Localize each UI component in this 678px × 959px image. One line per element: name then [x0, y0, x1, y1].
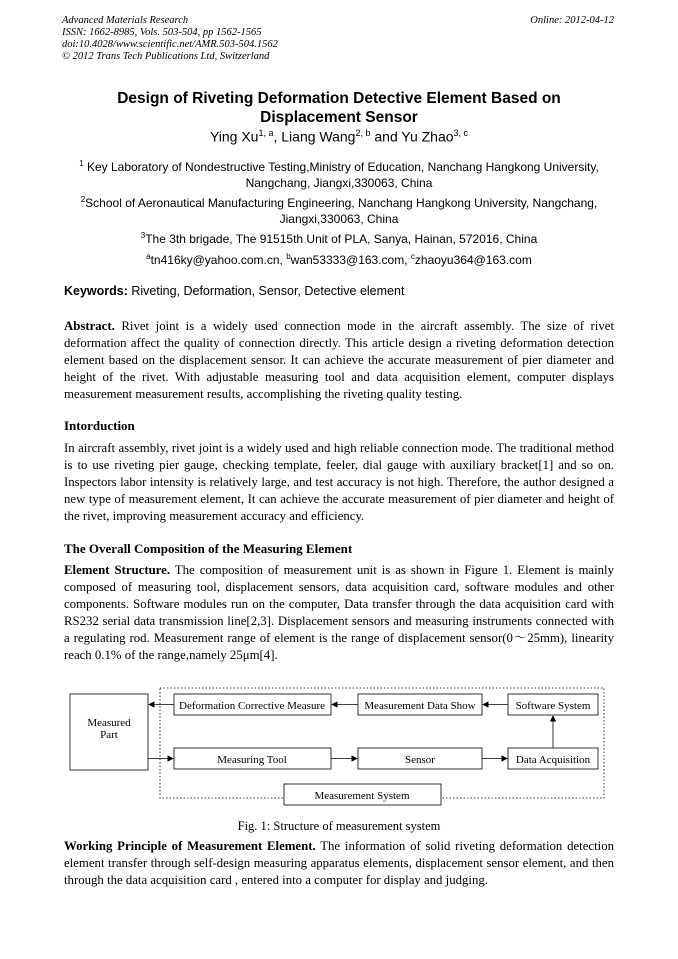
author-sup: 2, b — [355, 128, 371, 138]
affiliation-sup: 2 — [80, 195, 86, 204]
email-sup: b — [286, 252, 291, 261]
element-structure-text: The composition of measurement unit is as shown in Figure 1. Element is mainly composed of measuring tool, displacement sensors, data acquisition card, software modules and other components. Software modules run on the computer, Data transfer through the data acquisition card with RS232 serial data transmission line[2,3]. Displacement sensors and measuring instruments connected with a regulating rod. Measurement range of element is the range of displacement sensor(0～25mm), linearity reach 0.1% of the range,namely 25μm[4]. — [64, 563, 614, 662]
data-show-label: Measurement Data Show — [364, 700, 476, 712]
working-principle-text: The information of solid riveting deformation detection element transfer through self-design measuring apparatus elements, displacement sensor element, and then through the data acquisition card , entered into a computer for display and judging. — [64, 839, 614, 887]
working-principle-label: Working Principle of Measurement Element. — [64, 839, 316, 853]
title-line-1: Design of Riveting Deformation Detective Element Based on — [117, 90, 561, 107]
author-list — [64, 128, 614, 145]
author-name: Liang Wang — [281, 128, 356, 145]
abstract — [64, 318, 614, 403]
abstract-label: Abstract. — [64, 319, 115, 333]
email-address: tn416ky@yahoo.com.cn, — [150, 253, 287, 267]
element-structure-label: Element Structure. — [64, 563, 171, 577]
keywords-text: Riveting, Deformation, Sensor, Detective element — [127, 284, 405, 298]
affiliation-sup: 1 — [79, 159, 84, 168]
author-name: Ying Xu — [209, 128, 259, 145]
abstract-text: Rivet joint is a widely used connection mode in the aircraft assembly. The size of rivet deformation affect the quality of connection directly. This article design a riveting deformation detection element based on the displacement sensor. It can achieve the accurate measurement of pier diameter and height of the rivet. With adjustable measuring tool and data acquisition element, computer displays measurement measurement results, accomplishing the riveting quality testing. — [64, 319, 614, 401]
email-sup: a — [146, 252, 151, 261]
author-separator: and — [370, 128, 402, 145]
intro-paragraph: In aircraft assembly, rivet joint is a widely used and high reliable connection mode. The traditional method is to use riveting pier gauge, checking template, feeler, dial gauge with auxiliary bracket[1] and so on. Inspectors labor intensity is relatively large, and test accuracy is not high. Therefore, the author designed a new type of measurement element, It can achieve the accurate measurement of pier diameter and height of the rivet, improving measurement accuracy and efficiency. — [64, 441, 614, 523]
tool-label: Measuring Tool — [217, 754, 287, 766]
element-structure-paragraph — [64, 562, 614, 664]
email-sup: c — [410, 252, 415, 261]
section-heading: The Overall Composition of the Measuring Element — [64, 541, 353, 556]
issn-line: ISSN: 1662-8985, Vols. 503-504, pp 1562-1565 — [62, 27, 262, 38]
sensor-label: Sensor — [405, 754, 435, 766]
keywords-label: Keywords: — [64, 284, 128, 298]
affiliation-text: School of Aeronautical Manufacturing Engineering, Nanchang Hangkong University, Nangchang, Jiangxi,330063, China — [85, 196, 598, 226]
affiliation-sup: 3 — [140, 231, 146, 240]
affiliation-3 — [64, 228, 614, 247]
email-address: zhaoyu364@163.com — [414, 253, 532, 267]
measured-part-label: Measured — [87, 717, 131, 729]
intro-heading: Intorduction — [64, 418, 135, 433]
measured-part-label: Part — [100, 729, 118, 741]
journal-name: Advanced Materials Research — [62, 15, 189, 26]
email-address: wan53333@163.com, — [290, 253, 411, 267]
paper-title — [64, 89, 614, 127]
software-label: Software System — [515, 700, 591, 712]
author-name: Yu Zhao — [401, 128, 454, 145]
affiliation-2 — [64, 192, 614, 227]
affiliation-text: The 3th brigade, The 91515th Unit of PLA, Sanya, Hainan, 572016, China — [145, 232, 538, 246]
figure-caption: Fig. 1: Structure of measurement system — [237, 819, 441, 833]
author-separator: , — [273, 128, 282, 145]
affiliation-1 — [64, 156, 614, 191]
affiliation-text: Key Laboratory of Nondestructive Testing,Ministry of Education, Nanchang Hangkong University, Nangchang, Jiangxi,330063, China — [83, 160, 599, 190]
acquisition-label: Data Acquisition — [515, 754, 591, 766]
copyright-line: © 2012 Trans Tech Publications Ltd, Switzerland — [62, 51, 270, 62]
email-line — [64, 249, 614, 268]
journal-header — [62, 15, 278, 63]
system-label: Measurement System — [314, 790, 410, 802]
keywords — [64, 284, 404, 298]
figure-1-diagram — [60, 682, 620, 812]
title-line-2: Displacement Sensor — [260, 109, 418, 126]
working-principle-paragraph — [64, 838, 614, 889]
author-sup: 3, c — [453, 128, 469, 138]
deformation-label: Deformation Corrective Measure — [179, 700, 325, 712]
doi-line: doi:10.4028/www.scientific.net/AMR.503-504.1562 — [62, 39, 278, 50]
author-sup: 1, a — [258, 128, 274, 138]
online-date: Online: 2012-04-12 — [530, 15, 614, 26]
